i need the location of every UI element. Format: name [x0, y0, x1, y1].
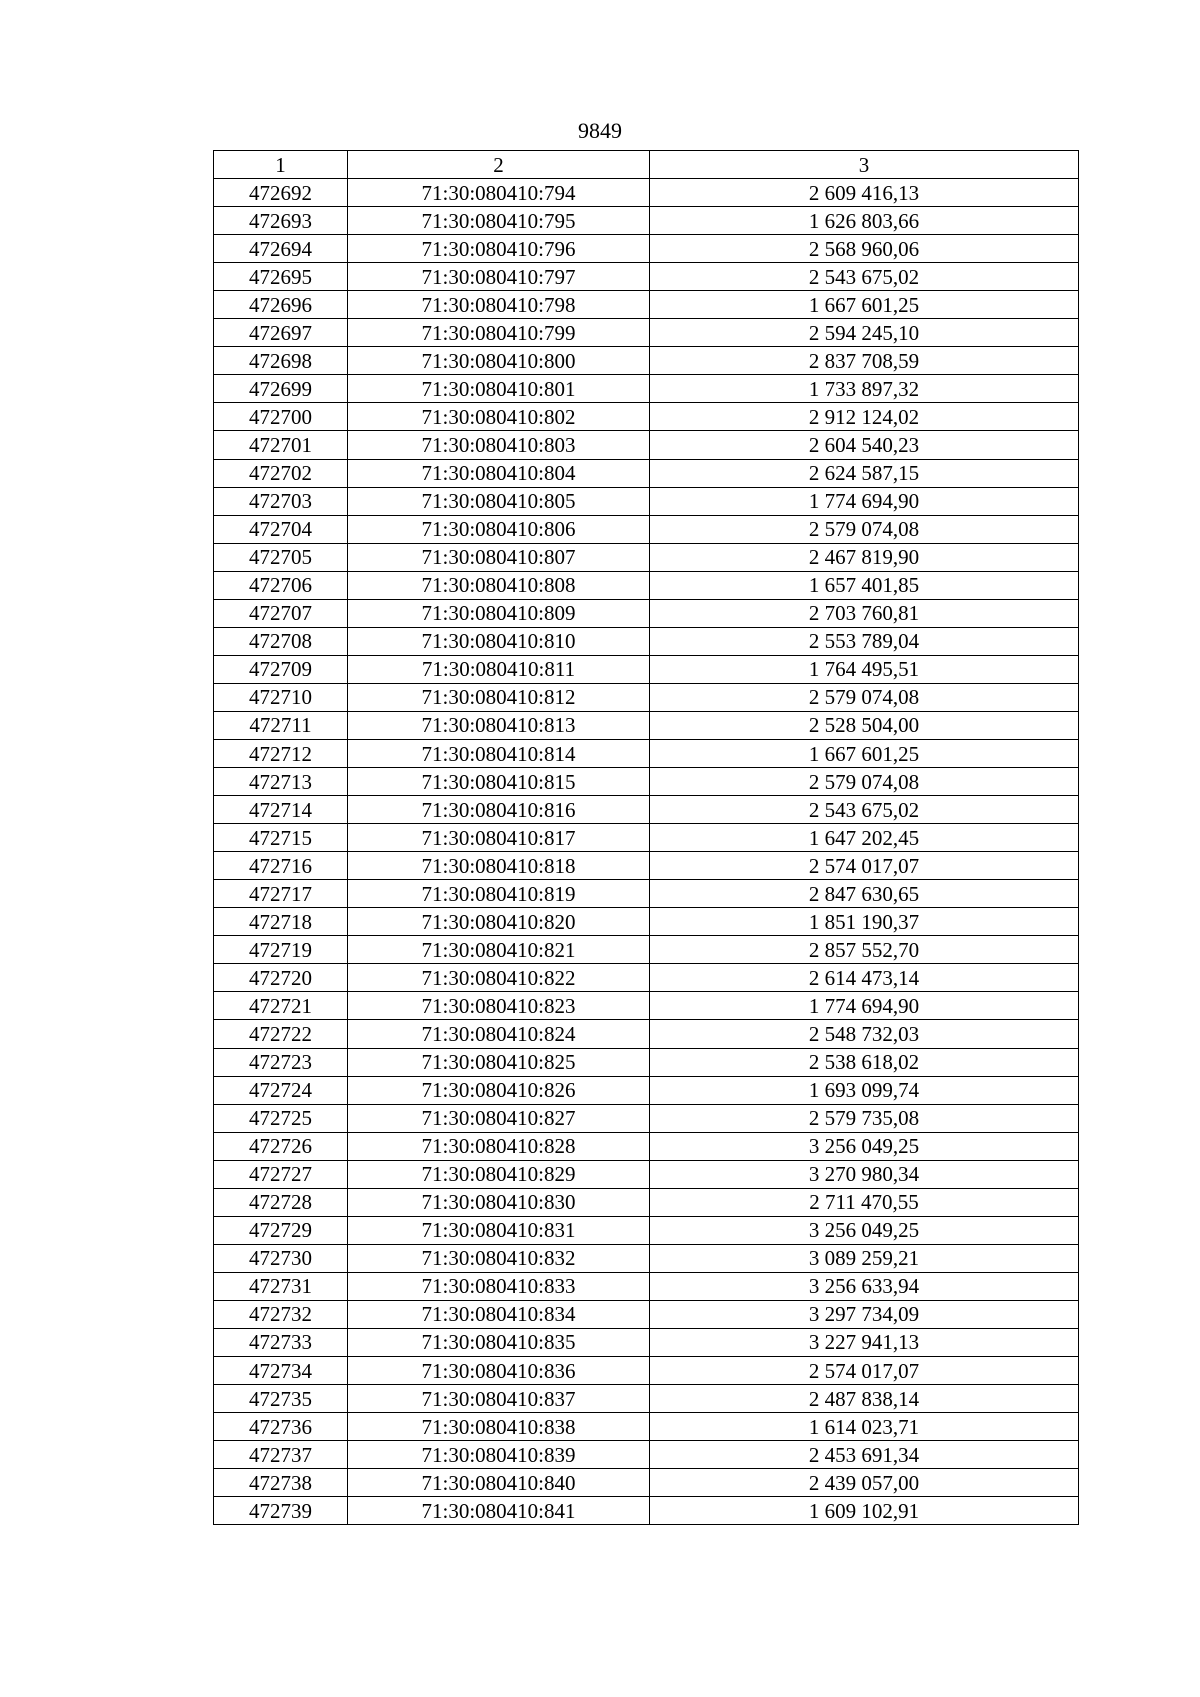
table-row	[214, 375, 1079, 403]
cadastral-value-cell: 2 453 691,34	[650, 1441, 1079, 1469]
cadastral-number-cell: 71:30:080410:825	[348, 1048, 650, 1076]
cadastral-number-cell: 71:30:080410:795	[348, 207, 650, 235]
cadastral-value-cell: 3 227 941,13	[650, 1328, 1079, 1356]
table-row	[214, 1104, 1079, 1132]
table-row	[214, 235, 1079, 263]
cadastral-number-cell: 71:30:080410:813	[348, 711, 650, 739]
row-number-cell: 472724	[214, 1076, 348, 1104]
cadastral-value-cell: 3 270 980,34	[650, 1160, 1079, 1188]
table-row	[214, 655, 1079, 683]
cadastral-number-cell: 71:30:080410:814	[348, 739, 650, 767]
cadastral-number-cell: 71:30:080410:800	[348, 347, 650, 375]
cadastral-number-cell: 71:30:080410:833	[348, 1272, 650, 1300]
table-row	[214, 1132, 1079, 1160]
cadastral-number-cell: 71:30:080410:836	[348, 1357, 650, 1385]
cadastral-value-cell: 2 579 074,08	[650, 515, 1079, 543]
cadastral-number-cell: 71:30:080410:829	[348, 1160, 650, 1188]
row-number-cell: 472696	[214, 291, 348, 319]
cadastral-value-cell: 2 543 675,02	[650, 263, 1079, 291]
row-number-cell: 472733	[214, 1328, 348, 1356]
cadastral-number-cell: 71:30:080410:830	[348, 1188, 650, 1216]
cadastral-number-cell: 71:30:080410:809	[348, 599, 650, 627]
table-row	[214, 599, 1079, 627]
cadastral-number-cell: 71:30:080410:812	[348, 683, 650, 711]
row-number-cell: 472707	[214, 599, 348, 627]
cadastral-number-cell: 71:30:080410:824	[348, 1020, 650, 1048]
row-number-cell: 472693	[214, 207, 348, 235]
table-row	[214, 1048, 1079, 1076]
cadastral-value-cell: 1 851 190,37	[650, 908, 1079, 936]
column-header-1: 1	[214, 151, 348, 179]
cadastral-value-cell: 3 089 259,21	[650, 1244, 1079, 1272]
table-row	[214, 1272, 1079, 1300]
row-number-cell: 472700	[214, 403, 348, 431]
cadastral-number-cell: 71:30:080410:797	[348, 263, 650, 291]
table-row	[214, 1413, 1079, 1441]
row-number-cell: 472725	[214, 1104, 348, 1132]
cadastral-value-cell: 2 568 960,06	[650, 235, 1079, 263]
cadastral-number-cell: 71:30:080410:803	[348, 431, 650, 459]
cadastral-number-cell: 71:30:080410:837	[348, 1385, 650, 1413]
cadastral-value-cell: 2 579 735,08	[650, 1104, 1079, 1132]
row-number-cell: 472735	[214, 1385, 348, 1413]
table-row	[214, 880, 1079, 908]
cadastral-value-table	[213, 150, 1079, 1525]
table-row	[214, 992, 1079, 1020]
table-row	[214, 824, 1079, 852]
cadastral-value-cell: 2 528 504,00	[650, 711, 1079, 739]
row-number-cell: 472712	[214, 739, 348, 767]
table-row	[214, 1076, 1079, 1104]
cadastral-value-cell: 2 579 074,08	[650, 768, 1079, 796]
cadastral-value-cell: 2 538 618,02	[650, 1048, 1079, 1076]
cadastral-number-cell: 71:30:080410:794	[348, 179, 650, 207]
cadastral-value-cell: 1 733 897,32	[650, 375, 1079, 403]
row-number-cell: 472738	[214, 1469, 348, 1497]
row-number-cell: 472703	[214, 487, 348, 515]
row-number-cell: 472713	[214, 768, 348, 796]
cadastral-value-cell: 1 614 023,71	[650, 1413, 1079, 1441]
row-number-cell: 472716	[214, 852, 348, 880]
row-number-cell: 472704	[214, 515, 348, 543]
cadastral-value-cell: 2 609 416,13	[650, 179, 1079, 207]
row-number-cell: 472722	[214, 1020, 348, 1048]
row-number-cell: 472739	[214, 1497, 348, 1525]
cadastral-value-cell: 2 487 838,14	[650, 1385, 1079, 1413]
cadastral-value-cell: 1 693 099,74	[650, 1076, 1079, 1104]
cadastral-number-cell: 71:30:080410:817	[348, 824, 650, 852]
cadastral-value-cell: 2 594 245,10	[650, 319, 1079, 347]
row-number-cell: 472695	[214, 263, 348, 291]
cadastral-value-cell: 2 604 540,23	[650, 431, 1079, 459]
table-row	[214, 1469, 1079, 1497]
cadastral-number-cell: 71:30:080410:823	[348, 992, 650, 1020]
cadastral-value-cell: 1 647 202,45	[650, 824, 1079, 852]
cadastral-number-cell: 71:30:080410:810	[348, 627, 650, 655]
cadastral-value-cell: 1 667 601,25	[650, 739, 1079, 767]
cadastral-value-cell: 2 912 124,02	[650, 403, 1079, 431]
table-header	[214, 151, 1079, 179]
table-row	[214, 683, 1079, 711]
cadastral-value-cell: 2 543 675,02	[650, 796, 1079, 824]
row-number-cell: 472737	[214, 1441, 348, 1469]
table-row	[214, 1441, 1079, 1469]
row-number-cell: 472731	[214, 1272, 348, 1300]
cadastral-number-cell: 71:30:080410:834	[348, 1300, 650, 1328]
row-number-cell: 472714	[214, 796, 348, 824]
cadastral-number-cell: 71:30:080410:811	[348, 655, 650, 683]
table-row	[214, 1020, 1079, 1048]
table-row	[214, 319, 1079, 347]
table-row	[214, 403, 1079, 431]
cadastral-value-cell: 1 657 401,85	[650, 571, 1079, 599]
cadastral-number-cell: 71:30:080410:816	[348, 796, 650, 824]
cadastral-value-cell: 2 553 789,04	[650, 627, 1079, 655]
cadastral-value-cell: 3 256 633,94	[650, 1272, 1079, 1300]
row-number-cell: 472698	[214, 347, 348, 375]
table-row	[214, 263, 1079, 291]
cadastral-value-cell: 3 297 734,09	[650, 1300, 1079, 1328]
row-number-cell: 472701	[214, 431, 348, 459]
cadastral-number-cell: 71:30:080410:839	[348, 1441, 650, 1469]
cadastral-number-cell: 71:30:080410:821	[348, 936, 650, 964]
cadastral-value-cell: 3 256 049,25	[650, 1216, 1079, 1244]
cadastral-number-cell: 71:30:080410:796	[348, 235, 650, 263]
row-number-cell: 472694	[214, 235, 348, 263]
table-row	[214, 1188, 1079, 1216]
cadastral-value-cell: 2 837 708,59	[650, 347, 1079, 375]
cadastral-value-cell: 2 548 732,03	[650, 1020, 1079, 1048]
row-number-cell: 472715	[214, 824, 348, 852]
row-number-cell: 472711	[214, 711, 348, 739]
row-number-cell: 472705	[214, 543, 348, 571]
row-number-cell: 472706	[214, 571, 348, 599]
cadastral-number-cell: 71:30:080410:801	[348, 375, 650, 403]
cadastral-number-cell: 71:30:080410:832	[348, 1244, 650, 1272]
cadastral-value-cell: 1 774 694,90	[650, 992, 1079, 1020]
column-header-3: 3	[650, 151, 1079, 179]
table-row	[214, 1328, 1079, 1356]
header-row	[214, 151, 1079, 179]
row-number-cell: 472718	[214, 908, 348, 936]
row-number-cell: 472730	[214, 1244, 348, 1272]
cadastral-value-cell: 2 574 017,07	[650, 1357, 1079, 1385]
table-row	[214, 571, 1079, 599]
table-row	[214, 291, 1079, 319]
row-number-cell: 472709	[214, 655, 348, 683]
cadastral-number-cell: 71:30:080410:802	[348, 403, 650, 431]
row-number-cell: 472723	[214, 1048, 348, 1076]
cadastral-number-cell: 71:30:080410:819	[348, 880, 650, 908]
row-number-cell: 472728	[214, 1188, 348, 1216]
cadastral-value-cell: 2 703 760,81	[650, 599, 1079, 627]
cadastral-value-cell: 3 256 049,25	[650, 1132, 1079, 1160]
table-row	[214, 1385, 1079, 1413]
cadastral-value-cell: 2 847 630,65	[650, 880, 1079, 908]
row-number-cell: 472710	[214, 683, 348, 711]
cadastral-number-cell: 71:30:080410:838	[348, 1413, 650, 1441]
row-number-cell: 472727	[214, 1160, 348, 1188]
cadastral-value-cell: 2 857 552,70	[650, 936, 1079, 964]
row-number-cell: 472697	[214, 319, 348, 347]
table-row	[214, 711, 1079, 739]
row-number-cell: 472717	[214, 880, 348, 908]
table-row	[214, 1216, 1079, 1244]
cadastral-number-cell: 71:30:080410:840	[348, 1469, 650, 1497]
cadastral-number-cell: 71:30:080410:808	[348, 571, 650, 599]
cadastral-value-cell: 2 711 470,55	[650, 1188, 1079, 1216]
table-row	[214, 768, 1079, 796]
cadastral-number-cell: 71:30:080410:827	[348, 1104, 650, 1132]
table-row	[214, 487, 1079, 515]
page-number: 9849	[578, 118, 622, 143]
cadastral-number-cell: 71:30:080410:841	[348, 1497, 650, 1525]
table-row	[214, 1497, 1079, 1525]
table-body	[214, 179, 1079, 1525]
cadastral-value-cell: 1 764 495,51	[650, 655, 1079, 683]
cadastral-number-cell: 71:30:080410:806	[348, 515, 650, 543]
cadastral-number-cell: 71:30:080410:807	[348, 543, 650, 571]
row-number-cell: 472720	[214, 964, 348, 992]
row-number-cell: 472699	[214, 375, 348, 403]
column-header-2: 2	[348, 151, 650, 179]
table-row	[214, 459, 1079, 487]
table-row	[214, 1244, 1079, 1272]
cadastral-value-cell: 2 614 473,14	[650, 964, 1079, 992]
cadastral-number-cell: 71:30:080410:831	[348, 1216, 650, 1244]
cadastral-value-cell: 2 439 057,00	[650, 1469, 1079, 1497]
cadastral-value-cell: 2 467 819,90	[650, 543, 1079, 571]
cadastral-value-cell: 1 774 694,90	[650, 487, 1079, 515]
cadastral-number-cell: 71:30:080410:822	[348, 964, 650, 992]
row-number-cell: 472729	[214, 1216, 348, 1244]
table-row	[214, 739, 1079, 767]
cadastral-value-cell: 1 667 601,25	[650, 291, 1079, 319]
table-row	[214, 908, 1079, 936]
table-row	[214, 431, 1079, 459]
row-number-cell: 472719	[214, 936, 348, 964]
table-row	[214, 796, 1079, 824]
cadastral-number-cell: 71:30:080410:805	[348, 487, 650, 515]
table-row	[214, 852, 1079, 880]
table-row	[214, 543, 1079, 571]
cadastral-value-cell: 1 609 102,91	[650, 1497, 1079, 1525]
cadastral-number-cell: 71:30:080410:828	[348, 1132, 650, 1160]
row-number-cell: 472692	[214, 179, 348, 207]
table-row	[214, 1160, 1079, 1188]
table-row	[214, 936, 1079, 964]
cadastral-number-cell: 71:30:080410:826	[348, 1076, 650, 1104]
cadastral-value-cell: 2 574 017,07	[650, 852, 1079, 880]
table-row	[214, 207, 1079, 235]
row-number-cell: 472708	[214, 627, 348, 655]
row-number-cell: 472702	[214, 459, 348, 487]
row-number-cell: 472734	[214, 1357, 348, 1385]
table-row	[214, 1300, 1079, 1328]
cadastral-number-cell: 71:30:080410:820	[348, 908, 650, 936]
row-number-cell: 472736	[214, 1413, 348, 1441]
row-number-cell: 472721	[214, 992, 348, 1020]
cadastral-number-cell: 71:30:080410:799	[348, 319, 650, 347]
cadastral-number-cell: 71:30:080410:815	[348, 768, 650, 796]
table-row	[214, 179, 1079, 207]
cadastral-number-cell: 71:30:080410:818	[348, 852, 650, 880]
cadastral-value-cell: 2 624 587,15	[650, 459, 1079, 487]
table-row	[214, 964, 1079, 992]
row-number-cell: 472732	[214, 1300, 348, 1328]
table-row	[214, 1357, 1079, 1385]
cadastral-number-cell: 71:30:080410:835	[348, 1328, 650, 1356]
table-row	[214, 347, 1079, 375]
cadastral-number-cell: 71:30:080410:798	[348, 291, 650, 319]
cadastral-value-cell: 1 626 803,66	[650, 207, 1079, 235]
table-row	[214, 515, 1079, 543]
row-number-cell: 472726	[214, 1132, 348, 1160]
cadastral-value-cell: 2 579 074,08	[650, 683, 1079, 711]
cadastral-number-cell: 71:30:080410:804	[348, 459, 650, 487]
table-row	[214, 627, 1079, 655]
